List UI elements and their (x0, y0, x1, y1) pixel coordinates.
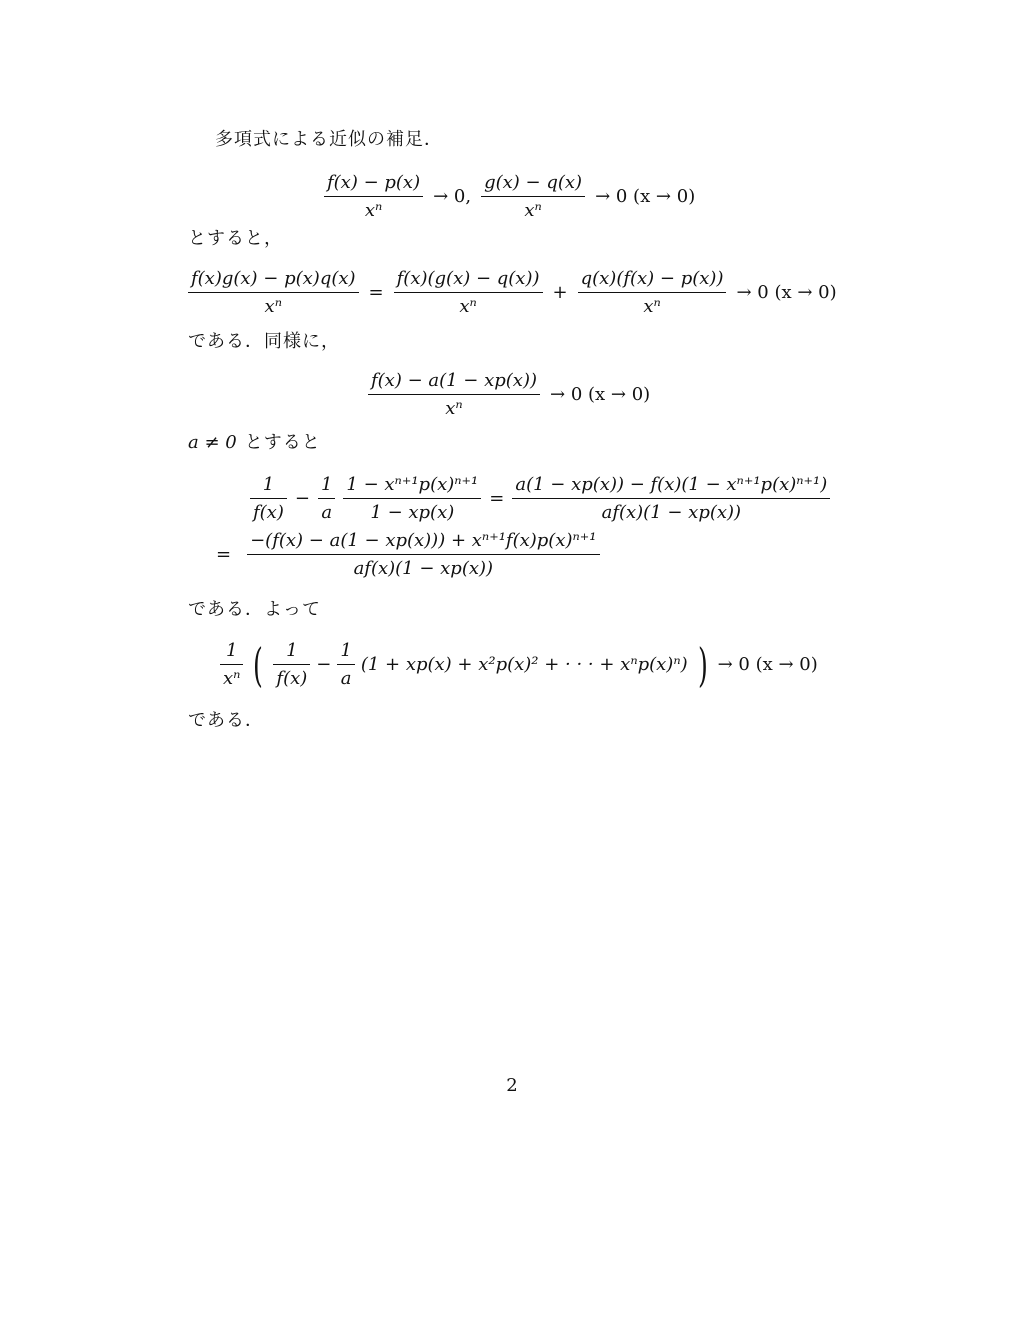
text-then: とすると， (188, 228, 283, 249)
eq1-fraction-a-numerator: f(x) − p(x) (327, 172, 421, 193)
eq2-limit-tail: → 0 (x → 0) (736, 282, 837, 303)
eq2-equals: = (368, 282, 384, 303)
eq5-right-paren: ) (697, 637, 708, 692)
section-title: 多項式による近似の補足． (215, 129, 443, 150)
eq5-reciprocal-a-denominator: a (337, 664, 354, 689)
equation-4-line-2 (216, 530, 600, 579)
eq2-term2-numerator: q(x)(f(x) − p(x)) (580, 268, 724, 289)
eq5-minus: − (316, 654, 332, 675)
eq2-plus: + (552, 282, 568, 303)
eq4-line2-fraction (247, 530, 599, 579)
eq4-line2-equals: = (216, 544, 232, 565)
eq4-reciprocal-f-denominator: f(x) (250, 498, 287, 523)
equation-5 (220, 637, 818, 692)
eq2-term1-numerator: f(x)(g(x) − q(x)) (396, 268, 540, 289)
eq1-fraction-b (481, 172, 585, 221)
eq5-prefactor-denominator: xⁿ (220, 664, 243, 689)
eq4-geometric-sum-numerator: 1 − xⁿ⁺¹p(x)ⁿ⁺¹ (346, 474, 479, 495)
eq2-term1-fraction (394, 268, 543, 317)
eq5-limit-tail: → 0 (x → 0) (717, 654, 818, 675)
eq3-denominator: xⁿ (368, 394, 540, 419)
equation-3 (368, 370, 650, 419)
eq4-rhs-fraction (512, 474, 830, 523)
eq4-reciprocal-f (250, 474, 287, 523)
text-similarly: である．同様に， (188, 331, 340, 352)
equation-2 (188, 268, 837, 317)
eq2-term2-denominator: xⁿ (578, 292, 727, 317)
equation-4-line-1 (250, 474, 830, 523)
page-number: 2 (506, 1075, 518, 1096)
eq1-fraction-a (324, 172, 423, 221)
eq2-term1-denominator: xⁿ (394, 292, 543, 317)
text-assume-a-nonzero (188, 432, 321, 453)
eq1-limit-zero: → 0, (433, 186, 472, 207)
condition-a-nonzero: a ≠ 0 (188, 432, 237, 453)
equation-1 (324, 172, 695, 221)
eq1-limit-tail: → 0 (x → 0) (595, 186, 696, 207)
eq4-rhs-denominator: af(x)(1 − xp(x)) (512, 498, 830, 523)
eq5-prefactor-numerator: 1 (226, 640, 238, 661)
eq2-lhs-numerator: f(x)g(x) − p(x)q(x) (191, 268, 356, 289)
eq4-geometric-sum-denominator: 1 − xp(x) (343, 498, 481, 523)
eq4-reciprocal-f-numerator: 1 (262, 474, 275, 495)
eq5-reciprocal-f-numerator: 1 (286, 640, 298, 661)
eq3-limit-tail: → 0 (x → 0) (550, 384, 651, 405)
eq4-rhs-numerator: a(1 − xp(x)) − f(x)(1 − xⁿ⁺¹p(x)ⁿ⁺¹) (515, 474, 828, 495)
eq2-lhs-fraction (188, 268, 359, 317)
text-then-2: とすると (244, 431, 321, 453)
eq2-lhs-denominator: xⁿ (188, 292, 359, 317)
eq1-fraction-b-denominator: xⁿ (481, 196, 585, 221)
eq5-prefactor (220, 640, 243, 689)
eq1-fraction-b-numerator: g(x) − q(x) (484, 172, 583, 193)
eq4-reciprocal-a-numerator: 1 (320, 474, 333, 495)
text-therefore: である．よって (188, 599, 321, 620)
eq5-reciprocal-f (273, 640, 310, 689)
eq4-equals: = (489, 488, 505, 509)
eq5-reciprocal-a (337, 640, 354, 689)
eq1-fraction-a-denominator: xⁿ (324, 196, 423, 221)
eq5-reciprocal-f-denominator: f(x) (273, 664, 310, 689)
eq5-reciprocal-a-numerator: 1 (340, 640, 352, 661)
eq4-reciprocal-a-denominator: a (318, 498, 335, 523)
eq4-line2-numerator: −(f(x) − a(1 − xp(x))) + xⁿ⁺¹f(x)p(x)ⁿ⁺¹ (250, 530, 597, 551)
eq3-numerator: f(x) − a(1 − xp(x)) (371, 370, 538, 391)
eq4-minus: − (294, 488, 310, 509)
eq4-line2-denominator: af(x)(1 − xp(x)) (247, 554, 599, 579)
eq4-reciprocal-a (318, 474, 335, 523)
eq2-term2-fraction (578, 268, 727, 317)
eq5-series: (1 + xp(x) + x²p(x)² + · · · + xⁿp(x)ⁿ) (360, 654, 688, 675)
eq4-geometric-sum (343, 474, 481, 523)
eq3-fraction (368, 370, 540, 419)
text-conclusion: である． (188, 710, 264, 731)
eq5-left-paren: ( (253, 637, 264, 692)
